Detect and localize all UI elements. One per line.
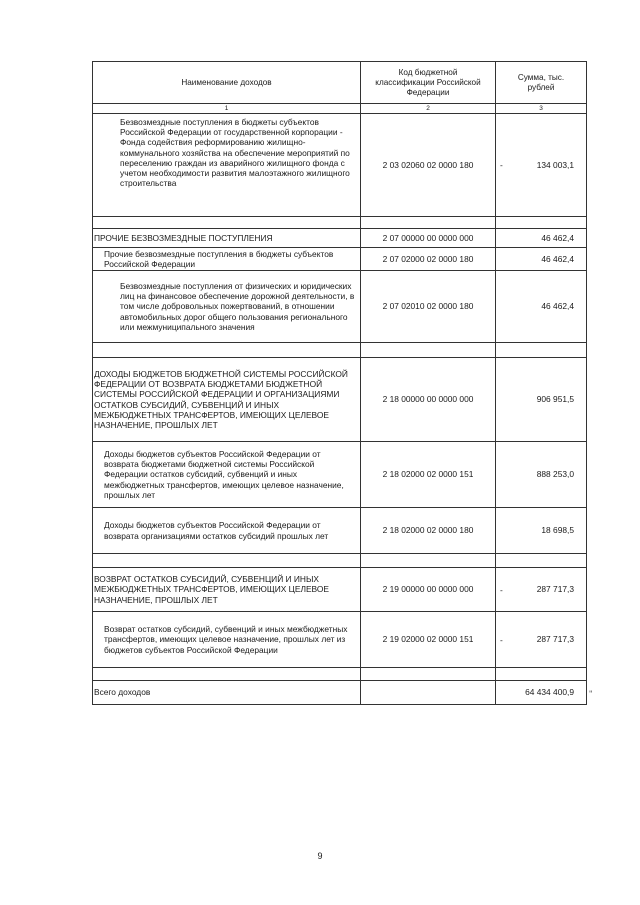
spacer-row	[93, 668, 587, 681]
minus-sign: -	[500, 160, 503, 170]
total-amount-cell	[496, 681, 587, 705]
page-number: 9	[317, 851, 323, 861]
amount-value: 888 253,0	[536, 469, 574, 480]
total-label: Всего доходов	[93, 681, 361, 705]
amount-cell	[496, 508, 587, 554]
spacer-row	[93, 343, 587, 358]
budget-code: 2 07 02010 02 0000 180	[361, 271, 496, 343]
table-row	[93, 248, 587, 271]
header-budget-code: Код бюджетной классификации Российской Федерации	[361, 62, 496, 104]
amount-cell	[496, 442, 587, 508]
column-number-3: 3	[496, 104, 587, 114]
revenue-name: Безвозмездные поступления от физических и юридических лиц на финансовое обеспечение дорожной деятельности, в том числе добровольных пожертвований, в отношении автомобильных дорог общего пользования регионального или межмуниципального значения	[93, 271, 361, 343]
column-number-1: 1	[93, 104, 361, 114]
table-row	[93, 568, 587, 612]
revenue-name: ВОЗВРАТ ОСТАТКОВ СУБСИДИЙ, СУБВЕНЦИЙ И ИНЫХ МЕЖБЮДЖЕТНЫХ ТРАНСФЕРТОВ, ИМЕЮЩИХ ЦЕЛЕВОЕ НАЗНАЧЕНИЕ, ПРОШЛЫХ ЛЕТ	[93, 568, 361, 612]
revenue-name: ДОХОДЫ БЮДЖЕТОВ БЮДЖЕТНОЙ СИСТЕМЫ РОССИЙСКОЙ ФЕДЕРАЦИИ ОТ ВОЗВРАТА БЮДЖЕТАМИ БЮДЖЕТНОЙ СИСТЕМЫ РОССИЙСКОЙ ФЕДЕРАЦИИ И ОРГАНИЗАЦИЯМИ ОСТАТКОВ СУБСИДИЙ, СУБВЕНЦИЙ И ИНЫХ МЕЖБЮДЖЕТНЫХ ТРАНСФЕРТОВ, ИМЕЮЩИХ ЦЕЛЕВОЕ НАЗНАЧЕНИЕ, ПРОШЛЫХ ЛЕТ	[93, 358, 361, 442]
budget-code: 2 07 00000 00 0000 000	[361, 229, 496, 248]
budget-code: 2 03 02060 02 0000 180	[361, 114, 496, 217]
revenue-name: Возврат остатков субсидий, субвенций и иных межбюджетных трансфертов, имеющих целевое назначение, прошлых лет из бюджетов субъектов Российской Федерации	[93, 612, 361, 668]
revenue-name: Доходы бюджетов субъектов Российской Федерации от возврата организациями остатков субсидий прошлых лет	[93, 508, 361, 554]
revenue-name: Прочие безвозмездные поступления в бюджеты субъектов Российской Федерации	[93, 248, 361, 271]
minus-sign: -	[500, 634, 503, 645]
total-amount: 64 434 400,9	[525, 687, 574, 698]
minus-sign: -	[500, 584, 503, 595]
table-row	[93, 358, 587, 442]
revenue-name: Безвозмездные поступления в бюджеты субъектов Российской Федерации от государственной корпорации - Фонда содействия реформированию жилищно-коммунального хозяйства на обеспечение мероприятий по переселению граждан из аварийного жилищного фонда с учетом необходимости развития малоэтажного жилищного строительства	[93, 114, 361, 217]
amount-cell	[496, 229, 587, 248]
budget-code: 2 18 02000 02 0000 180	[361, 508, 496, 554]
budget-code: 2 18 00000 00 0000 000	[361, 358, 496, 442]
revenue-name: ПРОЧИЕ БЕЗВОЗМЕЗДНЫЕ ПОСТУПЛЕНИЯ	[93, 229, 361, 248]
header-amount: Сумма, тыс. рублей	[496, 62, 587, 104]
budget-code: 2 19 02000 02 0000 151	[361, 612, 496, 668]
table-row	[93, 271, 587, 343]
budget-code: 2 19 00000 00 0000 000	[361, 568, 496, 612]
budget-code: 2 18 02000 02 0000 151	[361, 442, 496, 508]
revenue-name: Доходы бюджетов субъектов Российской Федерации от возврата бюджетами бюджетной системы Российской Федерации остатков субсидий, субвенций и иных межбюджетных трансфертов, имеющих целевое назначение, прошлых лет	[93, 442, 361, 508]
amount-cell	[496, 612, 587, 668]
amount-cell	[496, 568, 587, 612]
amount-value: 906 951,5	[536, 394, 574, 405]
table-row	[93, 442, 587, 508]
amount-cell	[496, 271, 587, 343]
amount-value: 18 698,5	[541, 525, 574, 536]
header-revenue-name: Наименование доходов	[93, 62, 361, 104]
amount-value: 46 462,4	[541, 253, 574, 264]
amount-value: 287 717,3	[536, 584, 574, 595]
budget-code: 2 07 02000 02 0000 180	[361, 248, 496, 271]
amount-cell	[496, 248, 587, 271]
table-row	[93, 114, 587, 217]
total-row	[93, 681, 587, 705]
amount-cell	[496, 358, 587, 442]
revenue-table	[92, 61, 587, 705]
amount-value: 46 462,4	[541, 232, 574, 243]
amount-value: 287 717,3	[536, 634, 574, 645]
amount-value: 134 003,1	[536, 159, 574, 170]
table-row	[93, 229, 587, 248]
amount-value: 46 462,4	[541, 301, 574, 312]
spacer-row	[93, 217, 587, 229]
amount-cell	[496, 114, 587, 217]
column-number-2: 2	[361, 104, 496, 114]
table-row	[93, 508, 587, 554]
spacer-row	[93, 554, 587, 568]
table-row	[93, 612, 587, 668]
closing-quote: "	[589, 690, 593, 698]
